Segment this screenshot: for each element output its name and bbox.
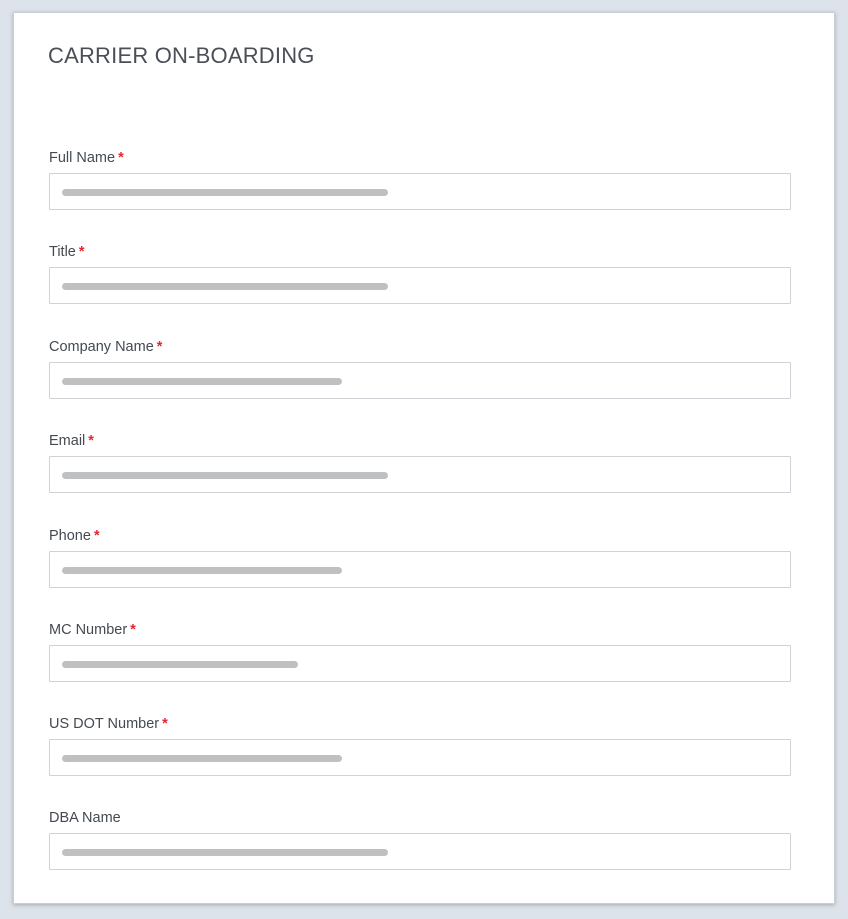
placeholder-bar xyxy=(62,567,342,574)
phone-input[interactable] xyxy=(49,551,791,588)
field-us-dot-number xyxy=(49,714,791,776)
field-dba-name xyxy=(49,808,791,870)
title-input[interactable] xyxy=(49,267,791,304)
placeholder-bar xyxy=(62,283,388,290)
field-label: DBA Name xyxy=(49,810,121,826)
field-title xyxy=(49,242,791,304)
required-marker: * xyxy=(130,622,136,638)
required-marker: * xyxy=(78,244,85,260)
placeholder-bar xyxy=(62,849,388,856)
company-name-input[interactable] xyxy=(49,362,791,399)
field-company-name xyxy=(49,337,791,399)
onboarding-form-card xyxy=(13,12,835,904)
field-label: MC Number * xyxy=(49,622,136,638)
placeholder-bar xyxy=(62,189,388,196)
field-label: Company Name * xyxy=(49,339,163,355)
field-label: Full Name * xyxy=(49,150,124,166)
required-marker: * xyxy=(88,433,94,449)
field-label: Email * xyxy=(49,433,94,449)
required-marker: * xyxy=(156,339,163,355)
required-marker: * xyxy=(162,716,168,732)
field-email xyxy=(49,431,791,493)
field-phone xyxy=(49,526,791,588)
placeholder-bar xyxy=(62,378,342,385)
dba-name-input[interactable] xyxy=(49,833,791,870)
required-marker: * xyxy=(118,150,124,166)
field-label: Phone * xyxy=(49,528,100,544)
placeholder-bar xyxy=(62,661,298,668)
required-marker: * xyxy=(93,528,100,544)
placeholder-bar xyxy=(62,472,388,479)
field-label: US DOT Number * xyxy=(49,716,168,732)
field-full-name xyxy=(49,148,791,210)
field-label: Title * xyxy=(49,244,85,260)
us-dot-number-input[interactable] xyxy=(49,739,791,776)
placeholder-bar xyxy=(62,755,342,762)
page-title: CARRIER ON-BOARDING xyxy=(48,43,315,68)
email-input[interactable] xyxy=(49,456,791,493)
full-name-input[interactable] xyxy=(49,173,791,210)
mc-number-input[interactable] xyxy=(49,645,791,682)
field-mc-number xyxy=(49,620,791,682)
